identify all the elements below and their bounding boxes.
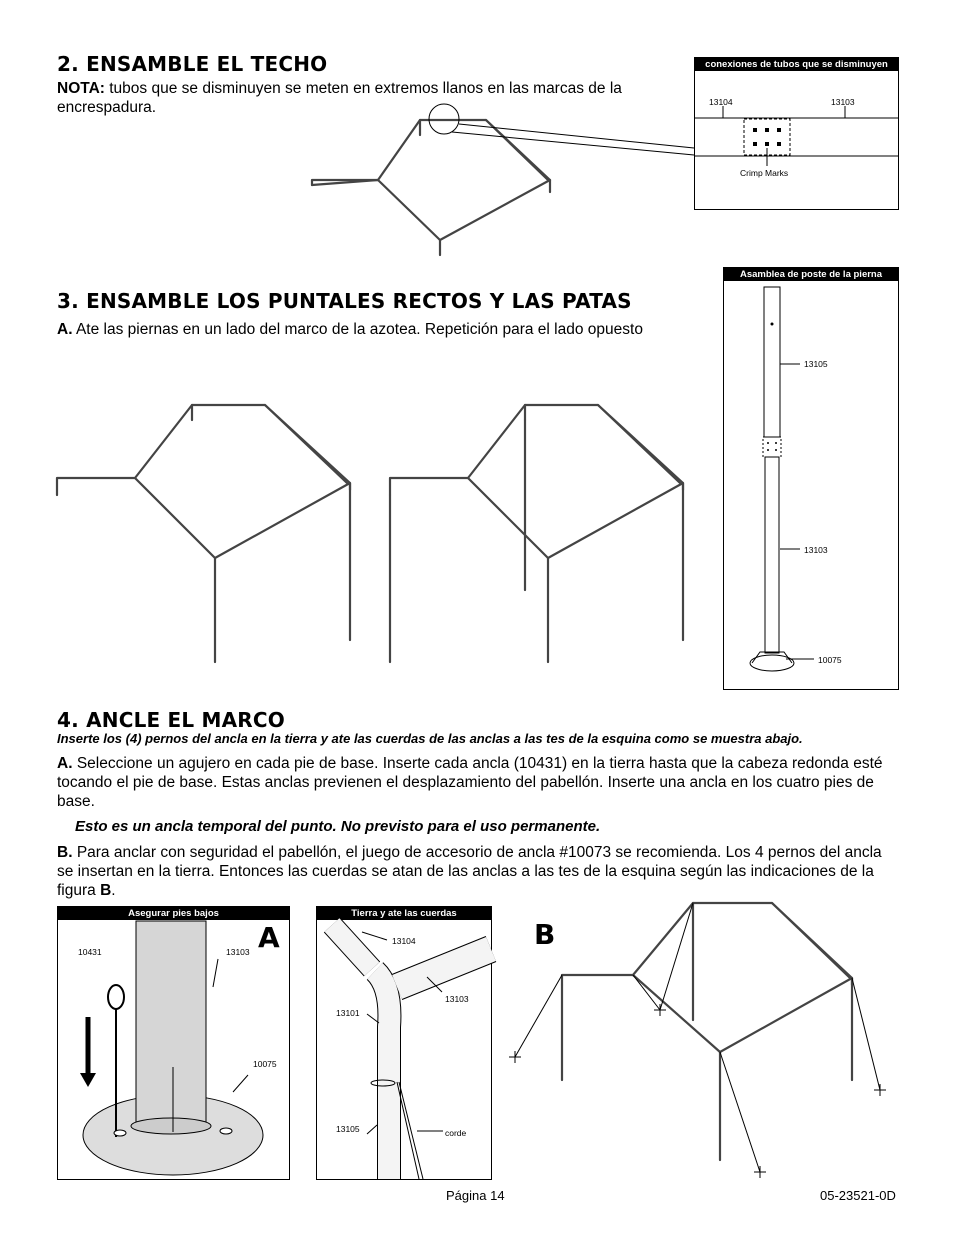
label-13103-feet: 13103 <box>226 947 250 957</box>
label-10075-leg: 10075 <box>818 655 842 665</box>
page-number: Página 14 <box>446 1188 505 1203</box>
tube-connections-title: conexiones de tubos que se disminuyen <box>695 58 898 71</box>
step-4a-text: Seleccione un agujero en cada pie de base. Inserte cada ancla (10431) en la tierra hasta que la cabeza redonda esté tocando el pie de base. Estas anclas previenen el desplazamiento del pabellón. Inserte una ancla en los cuatro pies de base. <box>57 755 883 810</box>
label-13105-tie: 13105 <box>336 1124 360 1134</box>
figure-b-ref: B <box>100 882 112 899</box>
label-10431: 10431 <box>78 947 102 957</box>
section-4-title: 4. ANCLE EL MARCO <box>57 708 285 732</box>
tie-ropes-title: Tierra y ate las cuerdas <box>317 907 491 920</box>
label-13103-leg: 13103 <box>804 545 828 555</box>
section-3-title: 3. ENSAMBLE LOS PUNTALES RECTOS Y LAS PATAS <box>57 289 632 313</box>
label-rope: corde <box>445 1128 467 1138</box>
leg-assembly-title: Asamblea de poste de la pierna <box>724 268 898 281</box>
step-a-text: Ate las piernas en un lado del marco de la azotea. Repetición para el lado opuesto <box>75 321 643 338</box>
step-4a-label: A. <box>57 755 73 772</box>
step-4b-end: . <box>111 882 116 899</box>
figure-a-letter: A <box>258 921 280 954</box>
step-a-label: A. <box>57 321 73 338</box>
secure-feet-title: Asegurar pies bajos <box>58 907 289 920</box>
label-crimp-marks: Crimp Marks <box>740 168 789 178</box>
step-4b-text: Para anclar con seguridad el pabellón, el juego de accesorio de ancla #10073 se recomienda. Los 4 pernos del ancla se insertan en la tierra. Entonces las cuerdas se atan de las anclas a las tes de la esquina según las indicaciones de la figura <box>57 844 882 899</box>
note-text: tubos que se disminuyen se meten en extremos llanos en las marcas de la encrespadura. <box>57 80 622 116</box>
label-13101-tie: 13101 <box>336 1008 360 1018</box>
note-label: NOTA: <box>57 80 105 97</box>
section-2-title: 2. ENSAMBLE EL TECHO <box>57 52 328 76</box>
temporary-anchor-warning: Esto es un ancla temporal del punto. No previsto para el uso permanente. <box>75 818 601 835</box>
label-13104-tie: 13104 <box>392 936 416 946</box>
document-code: 05-23521-0D <box>820 1188 896 1203</box>
label-13105: 13105 <box>804 359 828 369</box>
label-10075-feet: 10075 <box>253 1059 277 1069</box>
figure-b-letter: B <box>534 918 556 951</box>
step-4b-label: B. <box>57 844 73 861</box>
label-13104: 13104 <box>709 97 733 107</box>
label-13103-tie: 13103 <box>445 994 469 1004</box>
label-13103: 13103 <box>831 97 855 107</box>
section-4-intro: Inserte los (4) pernos del ancla en la tierra y ate las cuerdas de las anclas a las tes de la esquina como se muestra abajo. <box>57 731 803 746</box>
